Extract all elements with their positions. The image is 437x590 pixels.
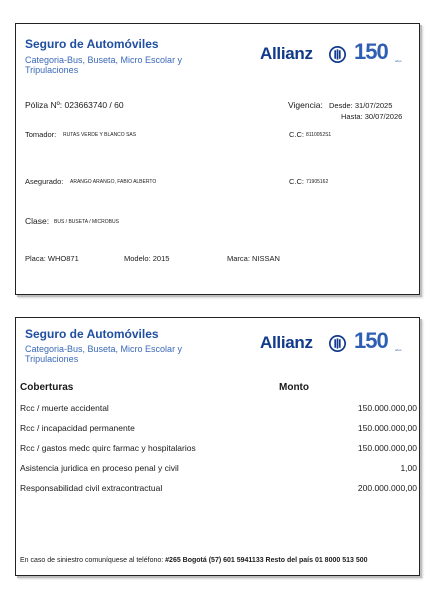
allianz-logo: [260, 333, 313, 353]
anniversary-logo: 150: [354, 328, 388, 353]
footer-prefix: En caso de siniestro comuníquese al teléfono:: [20, 557, 164, 564]
vigencia-desde: Desde: 31/07/2025: [329, 101, 393, 110]
tomador-cc-value: 8110052S1: [306, 132, 332, 138]
coberturas-header: Coberturas: [20, 382, 74, 393]
modelo-field: Modelo: 2015: [124, 254, 170, 263]
coverage-amount: 150.000.000,00: [357, 403, 417, 413]
vigencia-hasta: Hasta: 30/07/2026: [341, 112, 403, 121]
clase-label: Clase:: [25, 216, 50, 226]
anniversary-sub: años: [395, 348, 402, 352]
vigencia-label: Vigencia:: [288, 100, 323, 110]
asegurado-value: ARANGO ARANGO, FABIO ALBERTO: [70, 179, 157, 185]
tomador-label: Tomador:: [25, 130, 57, 139]
brand-name: Allianz: [260, 44, 313, 63]
tomador-cc-label: C.C:: [289, 130, 304, 139]
card-title: Seguro de Automóviles: [25, 37, 159, 51]
coverage-label: Rcc / incapacidad permanente: [20, 423, 135, 433]
footer-contact: [20, 557, 368, 564]
clase-value: BUS / BUSETA / MICROBUS: [54, 219, 119, 225]
coverage-amount: 1,00: [400, 463, 417, 473]
allianz-eagle-icon: [329, 46, 346, 63]
poliza-value: 023663740 / 60: [64, 100, 124, 110]
anniversary-logo: 150: [354, 39, 388, 64]
coverage-amount: 150.000.000,00: [357, 443, 417, 453]
coverage-amount: 150.000.000,00: [357, 423, 417, 433]
allianz-eagle-icon: [329, 335, 346, 352]
card-subtitle: Categoria-Bus, Buseta, Micro Escolar y Tripulaciones: [25, 55, 183, 75]
monto-header: Monto: [279, 382, 309, 393]
tomador-value: RUTAS VERDE Y BLANCO SAS: [63, 132, 137, 138]
coverage-label: Rcc / gastos medc quirc farmac y hospitalarios: [20, 443, 196, 453]
coverage-label: Responsabilidad civil extracontractual: [20, 483, 163, 493]
placa-field: Placa: WHO871: [25, 254, 79, 263]
coverage-label: Rcc / muerte accidental: [20, 403, 109, 413]
marca-field: Marca: NISSAN: [227, 254, 280, 263]
coverage-amount: 200.000.000,00: [357, 483, 417, 493]
card-title: Seguro de Automóviles: [25, 327, 159, 341]
coverage-card: [15, 317, 420, 576]
brand-name: Allianz: [260, 333, 313, 352]
asegurado-label: Asegurado:: [25, 177, 64, 186]
asegurado-cc-label: C.C:: [289, 177, 304, 186]
poliza-label: Póliza Nº:: [25, 100, 63, 110]
anniversary-sub: años: [395, 59, 402, 63]
allianz-logo: [260, 44, 313, 64]
coverage-label: Asistencia juridica en proceso penal y civil: [20, 463, 179, 473]
footer-phone: #265 Bogotá (57) 601 5941133 Resto del país 01 8000 513 500: [165, 557, 368, 564]
policy-card: [15, 23, 420, 295]
poliza-field: [25, 100, 124, 110]
asegurado-cc-value: 71905162: [306, 179, 329, 185]
card-subtitle: Categoria-Bus, Buseta, Micro Escolar y Tripulaciones: [25, 344, 183, 364]
